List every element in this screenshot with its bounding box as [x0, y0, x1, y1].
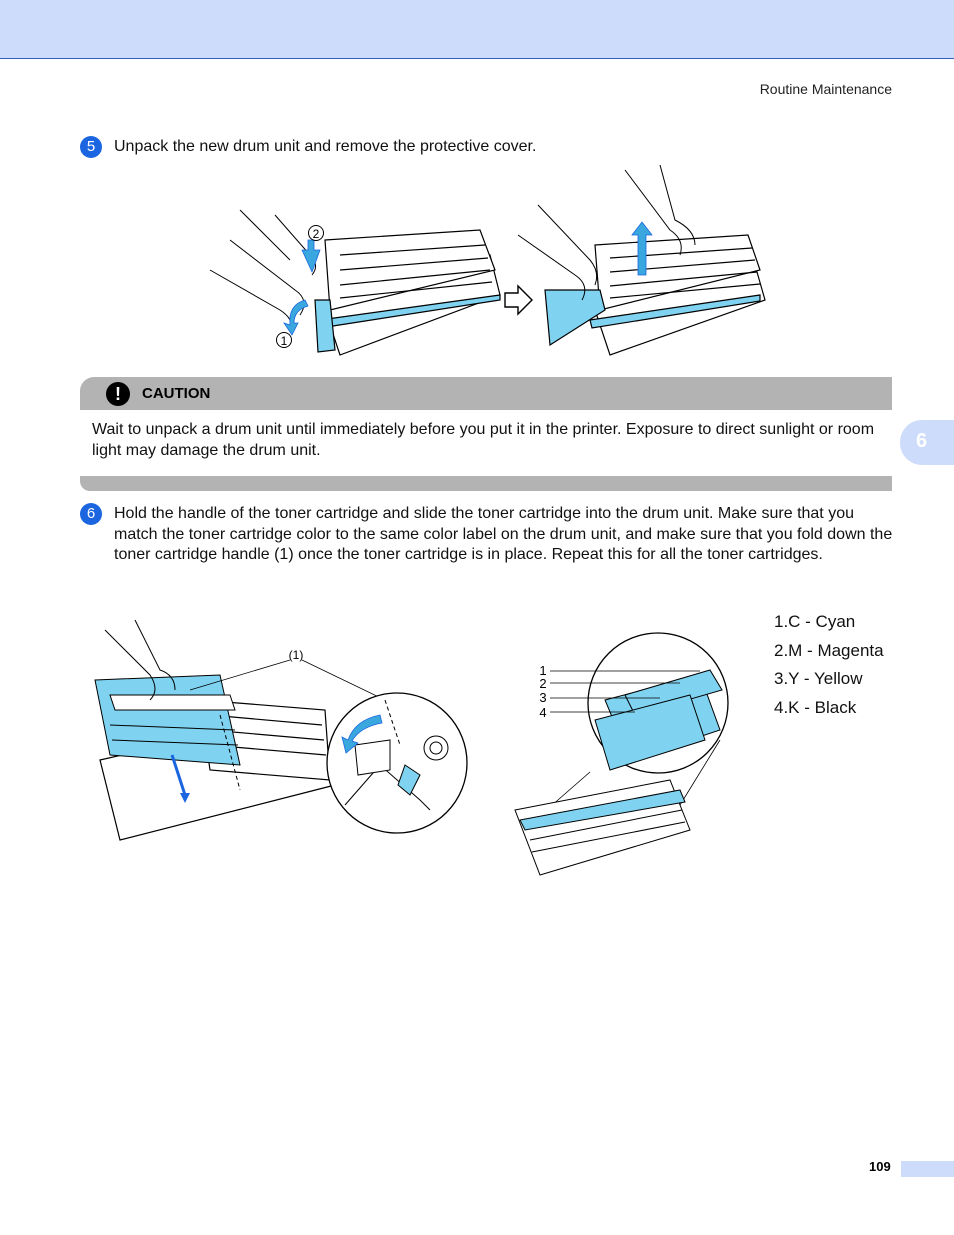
- legend-item-cyan: 1.C - Cyan: [774, 612, 856, 631]
- chapter-number: 6: [916, 430, 928, 452]
- caution-footer-bar: [80, 476, 892, 491]
- caution-header: [80, 377, 892, 410]
- step-6-badge: 6: [80, 503, 102, 525]
- outline-right-arrow-icon: [505, 286, 532, 314]
- color-legend: [774, 608, 884, 722]
- step-5-badge: 5: [80, 136, 102, 158]
- exclamation-icon: !: [106, 382, 130, 406]
- page-number-bar: [901, 1161, 954, 1177]
- slot-number-labels: [539, 663, 546, 720]
- callout-1: 1: [280, 334, 288, 348]
- slot-4-label: 4: [539, 705, 547, 720]
- caution-label: CAUTION: [142, 385, 211, 402]
- header-title: Routine Maintenance: [759, 81, 892, 97]
- header-band: [0, 0, 954, 59]
- chapter-tab[interactable]: [900, 420, 954, 465]
- slot-2-label: 2: [539, 676, 547, 691]
- toner-insert-illustration: [90, 615, 475, 860]
- legend-item-yellow: 3.Y - Yellow: [774, 669, 863, 688]
- legend-item-black: 4.K - Black: [774, 697, 857, 717]
- callout-2: 2: [312, 227, 320, 241]
- slot-1-label: 1: [539, 663, 547, 678]
- detail-magnifier: [327, 693, 467, 833]
- drum-unpack-illustration: [200, 160, 770, 370]
- step-5-text: Unpack the new drum unit and remove the protective cover.: [114, 138, 537, 155]
- legend-item-magenta: 2.M - Magenta: [774, 640, 884, 660]
- page-number: 109: [869, 1159, 891, 1174]
- step-6-text: Hold the handle of the toner cartridge and slide the toner cartridge into the drum unit. Make sure that you match the toner cartridge color to the same color label on the drum unit, and make sure that you fold down the toner cartridge handle (1) once the toner cartridge is in place. Repeat this for all the toner cartridges.: [114, 505, 893, 563]
- drum-color-labels-illustration: [510, 630, 735, 880]
- slot-3-label: 3: [539, 690, 547, 705]
- callout-1-handle: (1): [288, 648, 304, 662]
- caution-text: Wait to unpack a drum unit until immediately before you put it in the printer. Exposure to direct sunlight or room light may damage the drum unit.: [92, 421, 875, 459]
